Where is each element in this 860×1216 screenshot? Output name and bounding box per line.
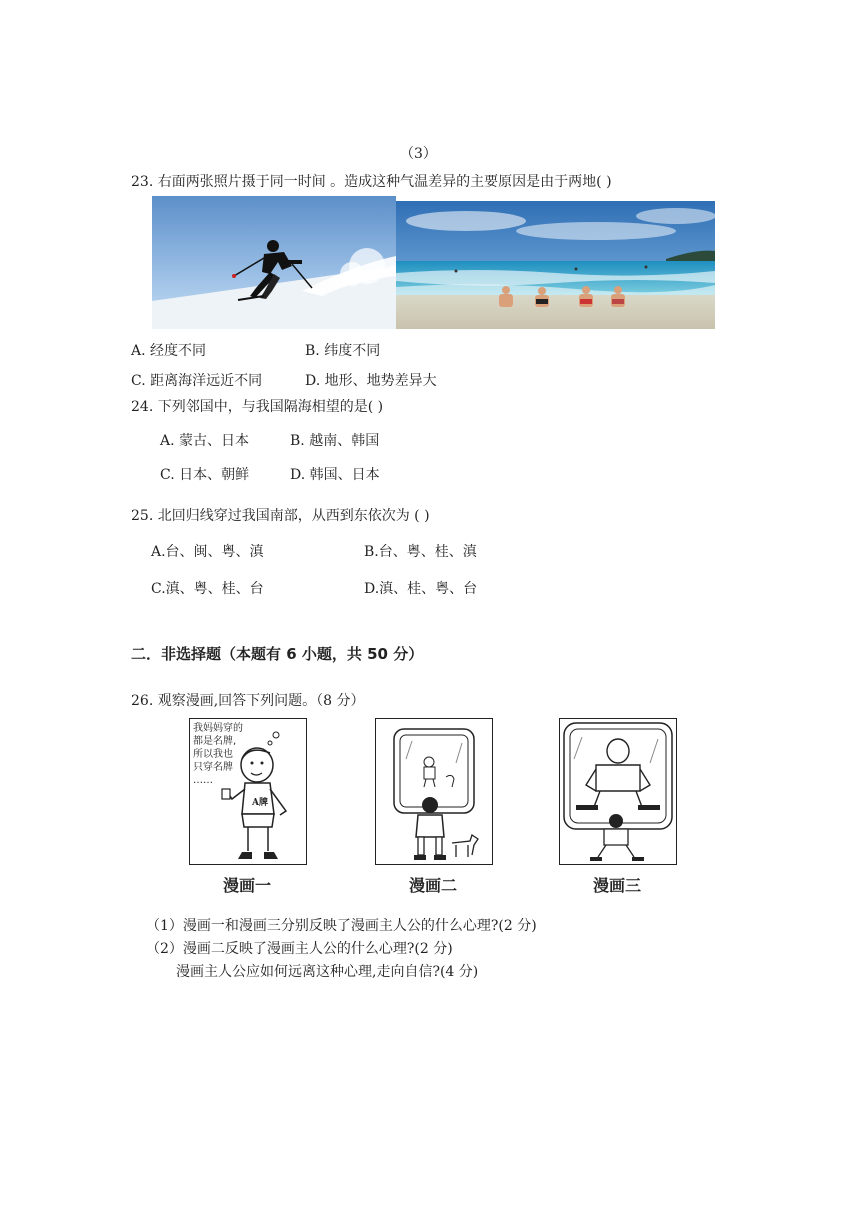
q24-option-a: A. 蒙古、日本 [160, 433, 250, 449]
question-25-stem: 25. 北回归线穿过我国南部，从西到东依次为 ( ) [131, 508, 430, 524]
q26-sub2: （2）漫画二反映了漫画主人公的什么心理?(2 分) [146, 941, 453, 957]
q26-sub3: 漫画主人公应如何远离这种心理,走向自信?(4 分) [176, 964, 479, 980]
q25-option-c: C.滇、粤、桂、台 [151, 581, 264, 597]
shirt-label: A牌 [252, 798, 268, 808]
cartoon-two [375, 718, 493, 865]
cartoon-three [559, 718, 677, 865]
question-26-stem: 26. 观察漫画,回答下列问题。（8 分） [131, 693, 365, 709]
q24-option-c: C. 日本、朝鲜 [160, 467, 250, 483]
question-24-stem: 24. 下列邻国中，与我国隔海相望的是( ) [131, 399, 384, 415]
cartoon-one-caption: 漫画一 [222, 876, 271, 895]
q25-option-d: D.滇、桂、粤、台 [364, 581, 478, 597]
q23-option-c: C. 距离海洋远近不同 [131, 373, 263, 389]
q25-option-b: B.台、粤、桂、滇 [364, 544, 477, 560]
cartoon-one-speech: 我妈妈穿的 都是名牌, 所以我也 只穿名牌 …… [193, 723, 243, 786]
q23-option-b: B. 纬度不同 [305, 343, 381, 359]
page-number: （3） [400, 146, 437, 162]
q23-option-a: A. 经度不同 [131, 343, 207, 359]
ski-photo [152, 196, 396, 329]
section-2-title: 二．非选择题（本题有 6 小题，共 50 分） [131, 645, 424, 663]
question-23-stem: 23. 右面两张照片摄于同一时间 。造成这种气温差异的主要原因是由于两地( ) [131, 174, 612, 190]
q25-option-a: A.台、闽、粤、滇 [151, 544, 264, 560]
q24-option-b: B. 越南、韩国 [290, 433, 380, 449]
q26-sub1: （1）漫画一和漫画三分别反映了漫画主人公的什么心理?(2 分) [146, 918, 537, 934]
cartoon-three-caption: 漫画三 [592, 876, 641, 895]
cartoon-one [189, 718, 307, 865]
cartoon-two-caption: 漫画二 [408, 876, 457, 895]
q23-option-d: D. 地形、地势差异大 [305, 373, 437, 389]
q24-option-d: D. 韩国、日本 [290, 467, 380, 483]
beach-photo [396, 201, 715, 329]
